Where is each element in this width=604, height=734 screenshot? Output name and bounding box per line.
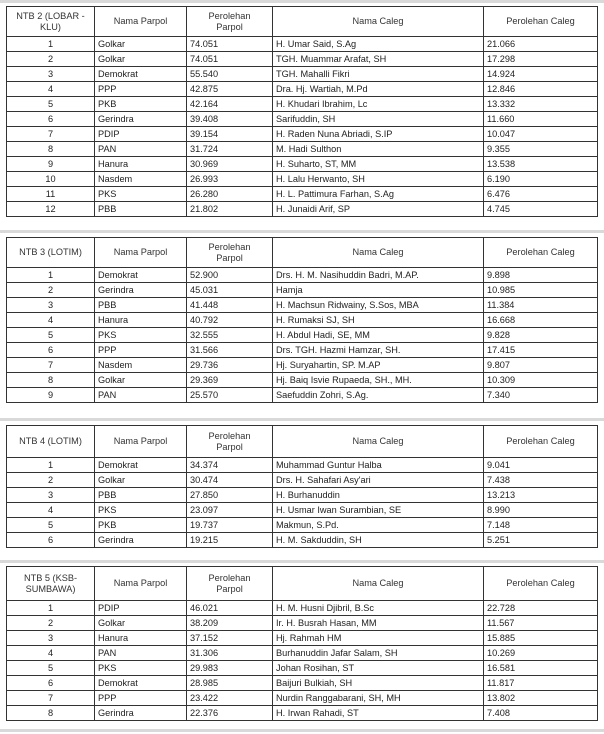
party-votes: 29.736 [187, 358, 273, 373]
candidate-votes: 7.438 [484, 473, 598, 488]
separator [0, 418, 604, 421]
party-votes-header: Perolehan Parpol [187, 238, 273, 268]
candidate-name: Drs. TGH. Hazmi Hamzar, SH. [273, 343, 484, 358]
table-row [7, 616, 598, 631]
candidate-votes: 13.538 [484, 157, 598, 172]
candidate-name: Nurdin Ranggabarani, SH, MH [273, 691, 484, 706]
party-name: Golkar [95, 37, 187, 52]
candidate-name: H. Suharto, ST, MM [273, 157, 484, 172]
party-name: PKS [95, 661, 187, 676]
candidate-name: H. Umar Said, S.Ag [273, 37, 484, 52]
candidate-name: Saefuddin Zohri, S.Ag. [273, 388, 484, 403]
candidate-votes: 11.817 [484, 676, 598, 691]
candidate-votes: 6.190 [484, 172, 598, 187]
party-votes-header: Perolehan Parpol [187, 7, 273, 37]
table-row [7, 328, 598, 343]
candidate-votes: 14.924 [484, 67, 598, 82]
candidate-name: Drs. H. M. Nasihuddin Badri, M.AP. [273, 268, 484, 283]
party-name: PPP [95, 343, 187, 358]
candidate-votes: 12.846 [484, 82, 598, 97]
table-row [7, 298, 598, 313]
party-votes: 29.369 [187, 373, 273, 388]
party-votes: 41.448 [187, 298, 273, 313]
table-row [7, 127, 598, 142]
party-name: PPP [95, 82, 187, 97]
party-name: Golkar [95, 373, 187, 388]
party-name: Gerindra [95, 283, 187, 298]
party-votes: 34.374 [187, 458, 273, 473]
row-number: 1 [7, 37, 95, 52]
candidate-name: Hj. Suryahartin, SP. M.AP [273, 358, 484, 373]
row-number: 3 [7, 631, 95, 646]
party-name: Demokrat [95, 676, 187, 691]
candidate-votes: 16.668 [484, 313, 598, 328]
candidate-votes: 15.885 [484, 631, 598, 646]
candidate-name: Hj. Rahmah HM [273, 631, 484, 646]
candidate-votes-header: Perolehan Caleg [484, 567, 598, 601]
candidate-name: Hamja [273, 283, 484, 298]
candidate-votes: 13.213 [484, 488, 598, 503]
candidate-votes-header: Perolehan Caleg [484, 426, 598, 458]
party-votes: 31.724 [187, 142, 273, 157]
party-name: PBB [95, 488, 187, 503]
table-ntb5 [6, 566, 598, 721]
table-row [7, 676, 598, 691]
row-number: 8 [7, 706, 95, 721]
row-number: 8 [7, 373, 95, 388]
candidate-votes: 10.309 [484, 373, 598, 388]
party-votes-header: Perolehan Parpol [187, 567, 273, 601]
candidate-name: Ir. H. Busrah Hasan, MM [273, 616, 484, 631]
table-row [7, 202, 598, 217]
table-row [7, 473, 598, 488]
party-votes: 37.152 [187, 631, 273, 646]
party-name: Demokrat [95, 458, 187, 473]
table-row [7, 646, 598, 661]
party-votes: 39.408 [187, 112, 273, 127]
party-header: Nama Parpol [95, 567, 187, 601]
party-name: Gerindra [95, 706, 187, 721]
party-votes: 38.209 [187, 616, 273, 631]
candidate-votes: 11.567 [484, 616, 598, 631]
party-name: PKS [95, 503, 187, 518]
candidate-name: Dra. Hj. Wartiah, M.Pd [273, 82, 484, 97]
row-number: 11 [7, 187, 95, 202]
party-votes: 55.540 [187, 67, 273, 82]
candidate-votes: 7.148 [484, 518, 598, 533]
party-votes: 27.850 [187, 488, 273, 503]
party-name: PAN [95, 142, 187, 157]
party-votes: 31.566 [187, 343, 273, 358]
separator [0, 230, 604, 233]
party-name: PDIP [95, 127, 187, 142]
candidate-name: Burhanuddin Jafar Salam, SH [273, 646, 484, 661]
candidate-name: H. Burhanuddin [273, 488, 484, 503]
table-row [7, 518, 598, 533]
party-votes: 74.051 [187, 52, 273, 67]
table-row [7, 503, 598, 518]
table-row [7, 601, 598, 616]
candidate-votes: 9.828 [484, 328, 598, 343]
table-row [7, 661, 598, 676]
table-row [7, 37, 598, 52]
row-number: 5 [7, 661, 95, 676]
party-name: Hanura [95, 157, 187, 172]
party-name: PAN [95, 388, 187, 403]
candidate-name: TGH. Mahalli Fikri [273, 67, 484, 82]
party-votes: 28.985 [187, 676, 273, 691]
candidate-votes: 10.047 [484, 127, 598, 142]
candidate-votes: 4.745 [484, 202, 598, 217]
party-name: PKS [95, 187, 187, 202]
party-name: Golkar [95, 52, 187, 67]
table-row [7, 458, 598, 473]
candidate-name: Makmun, S.Pd. [273, 518, 484, 533]
party-name: Hanura [95, 313, 187, 328]
table-row [7, 313, 598, 328]
row-number: 2 [7, 616, 95, 631]
party-name: Golkar [95, 473, 187, 488]
row-number: 4 [7, 646, 95, 661]
candidate-name: H. Junaidi Arif, SP [273, 202, 484, 217]
row-number: 12 [7, 202, 95, 217]
table-row [7, 157, 598, 172]
candidate-votes: 9.355 [484, 142, 598, 157]
party-votes: 74.051 [187, 37, 273, 52]
party-name: Golkar [95, 616, 187, 631]
candidate-votes: 11.384 [484, 298, 598, 313]
row-number: 6 [7, 343, 95, 358]
row-number: 5 [7, 518, 95, 533]
party-votes: 32.555 [187, 328, 273, 343]
table-row [7, 388, 598, 403]
region-header: NTB 2 (LOBAR -KLU) [7, 7, 95, 37]
party-votes: 23.422 [187, 691, 273, 706]
party-votes: 52.900 [187, 268, 273, 283]
candidate-name: H. M. Husni Djibril, B.Sc [273, 601, 484, 616]
table-row [7, 67, 598, 82]
party-votes: 22.376 [187, 706, 273, 721]
separator [0, 560, 604, 563]
table-row [7, 142, 598, 157]
row-number: 1 [7, 268, 95, 283]
candidate-votes: 9.898 [484, 268, 598, 283]
candidate-name: H. Usmar Iwan Surambian, SE [273, 503, 484, 518]
table-row [7, 82, 598, 97]
table-row [7, 52, 598, 67]
party-name: Hanura [95, 631, 187, 646]
region-header: NTB 4 (LOTIM) [7, 426, 95, 458]
candidate-votes: 17.415 [484, 343, 598, 358]
party-votes: 26.993 [187, 172, 273, 187]
table-row [7, 187, 598, 202]
table-ntb3 [6, 237, 598, 403]
party-name: PPP [95, 691, 187, 706]
row-number: 2 [7, 473, 95, 488]
row-number: 1 [7, 458, 95, 473]
table-row [7, 97, 598, 112]
region-header: NTB 3 (LOTIM) [7, 238, 95, 268]
candidate-votes: 16.581 [484, 661, 598, 676]
party-votes: 30.474 [187, 473, 273, 488]
row-number: 7 [7, 127, 95, 142]
candidate-name: Sarifuddin, SH [273, 112, 484, 127]
candidate-header: Nama Caleg [273, 567, 484, 601]
row-number: 6 [7, 533, 95, 548]
row-number: 7 [7, 358, 95, 373]
table-ntb2 [6, 6, 598, 217]
candidate-header: Nama Caleg [273, 238, 484, 268]
candidate-votes: 13.802 [484, 691, 598, 706]
candidate-name: H. L. Pattimura Farhan, S.Ag [273, 187, 484, 202]
party-votes: 19.215 [187, 533, 273, 548]
candidate-votes: 11.660 [484, 112, 598, 127]
candidate-votes: 10.985 [484, 283, 598, 298]
row-number: 3 [7, 67, 95, 82]
party-votes: 21.802 [187, 202, 273, 217]
table-row [7, 706, 598, 721]
row-number: 3 [7, 488, 95, 503]
candidate-name: Hj. Baiq Isvie Rupaeda, SH., MH. [273, 373, 484, 388]
party-votes: 30.969 [187, 157, 273, 172]
candidate-name: TGH. Muammar Arafat, SH [273, 52, 484, 67]
row-number: 5 [7, 97, 95, 112]
row-number: 2 [7, 283, 95, 298]
candidate-name: Drs. H. Sahafari Asy'ari [273, 473, 484, 488]
candidate-votes: 5.251 [484, 533, 598, 548]
party-name: PBB [95, 298, 187, 313]
party-name: PKB [95, 97, 187, 112]
candidate-name: Johan Rosihan, ST [273, 661, 484, 676]
party-name: Nasdem [95, 358, 187, 373]
table-row [7, 488, 598, 503]
candidate-votes: 6.476 [484, 187, 598, 202]
row-number: 3 [7, 298, 95, 313]
candidate-name: M. Hadi Sulthon [273, 142, 484, 157]
party-name: Nasdem [95, 172, 187, 187]
candidate-header: Nama Caleg [273, 426, 484, 458]
candidate-votes: 7.408 [484, 706, 598, 721]
party-name: PAN [95, 646, 187, 661]
party-votes: 42.875 [187, 82, 273, 97]
row-number: 2 [7, 52, 95, 67]
table-ntb4 [6, 425, 598, 548]
party-name: Gerindra [95, 112, 187, 127]
party-votes: 29.983 [187, 661, 273, 676]
row-number: 4 [7, 313, 95, 328]
party-votes: 31.306 [187, 646, 273, 661]
candidate-name: Baijuri Bulkiah, SH [273, 676, 484, 691]
party-votes-header: Perolehan Parpol [187, 426, 273, 458]
row-number: 5 [7, 328, 95, 343]
party-votes: 26.280 [187, 187, 273, 202]
candidate-name: Muhammad Guntur Halba [273, 458, 484, 473]
candidate-votes: 13.332 [484, 97, 598, 112]
row-number: 7 [7, 691, 95, 706]
party-votes: 40.792 [187, 313, 273, 328]
party-name: Gerindra [95, 533, 187, 548]
row-number: 6 [7, 112, 95, 127]
party-votes: 46.021 [187, 601, 273, 616]
row-number: 8 [7, 142, 95, 157]
row-number: 6 [7, 676, 95, 691]
party-name: PKS [95, 328, 187, 343]
candidate-votes-header: Perolehan Caleg [484, 238, 598, 268]
candidate-header: Nama Caleg [273, 7, 484, 37]
candidate-votes-header: Perolehan Caleg [484, 7, 598, 37]
table-row [7, 268, 598, 283]
table-row [7, 172, 598, 187]
table-row [7, 691, 598, 706]
separator [0, 0, 604, 3]
candidate-name: H. Machsun Ridwainy, S.Sos, MBA [273, 298, 484, 313]
candidate-votes: 17.298 [484, 52, 598, 67]
candidate-votes: 10.269 [484, 646, 598, 661]
party-header: Nama Parpol [95, 238, 187, 268]
table-row [7, 283, 598, 298]
party-name: PDIP [95, 601, 187, 616]
row-number: 9 [7, 388, 95, 403]
party-votes: 25.570 [187, 388, 273, 403]
candidate-name: H. M. Sakduddin, SH [273, 533, 484, 548]
candidate-votes: 7.340 [484, 388, 598, 403]
region-header: NTB 5 (KSB-SUMBAWA) [7, 567, 95, 601]
party-header: Nama Parpol [95, 426, 187, 458]
row-number: 4 [7, 503, 95, 518]
candidate-name: H. Raden Nuna Abriadi, S.IP [273, 127, 484, 142]
row-number: 9 [7, 157, 95, 172]
table-row [7, 112, 598, 127]
party-votes: 23.097 [187, 503, 273, 518]
table-row [7, 373, 598, 388]
table-row [7, 533, 598, 548]
separator [0, 729, 604, 732]
row-number: 4 [7, 82, 95, 97]
party-votes: 39.154 [187, 127, 273, 142]
table-row [7, 343, 598, 358]
table-row [7, 631, 598, 646]
party-name: Demokrat [95, 268, 187, 283]
candidate-votes: 22.728 [484, 601, 598, 616]
party-name: PKB [95, 518, 187, 533]
candidate-votes: 21.066 [484, 37, 598, 52]
party-header: Nama Parpol [95, 7, 187, 37]
candidate-votes: 9.041 [484, 458, 598, 473]
party-votes: 42.164 [187, 97, 273, 112]
candidate-votes: 9.807 [484, 358, 598, 373]
candidate-name: H. Khudari Ibrahim, Lc [273, 97, 484, 112]
row-number: 1 [7, 601, 95, 616]
row-number: 10 [7, 172, 95, 187]
party-name: PBB [95, 202, 187, 217]
party-votes: 45.031 [187, 283, 273, 298]
candidate-name: H. Abdul Hadi, SE, MM [273, 328, 484, 343]
table-row [7, 358, 598, 373]
candidate-name: H. Rumaksi SJ, SH [273, 313, 484, 328]
party-votes: 19.737 [187, 518, 273, 533]
party-name: Demokrat [95, 67, 187, 82]
candidate-name: H. Lalu Herwanto, SH [273, 172, 484, 187]
candidate-votes: 8.990 [484, 503, 598, 518]
candidate-name: H. Irwan Rahadi, ST [273, 706, 484, 721]
